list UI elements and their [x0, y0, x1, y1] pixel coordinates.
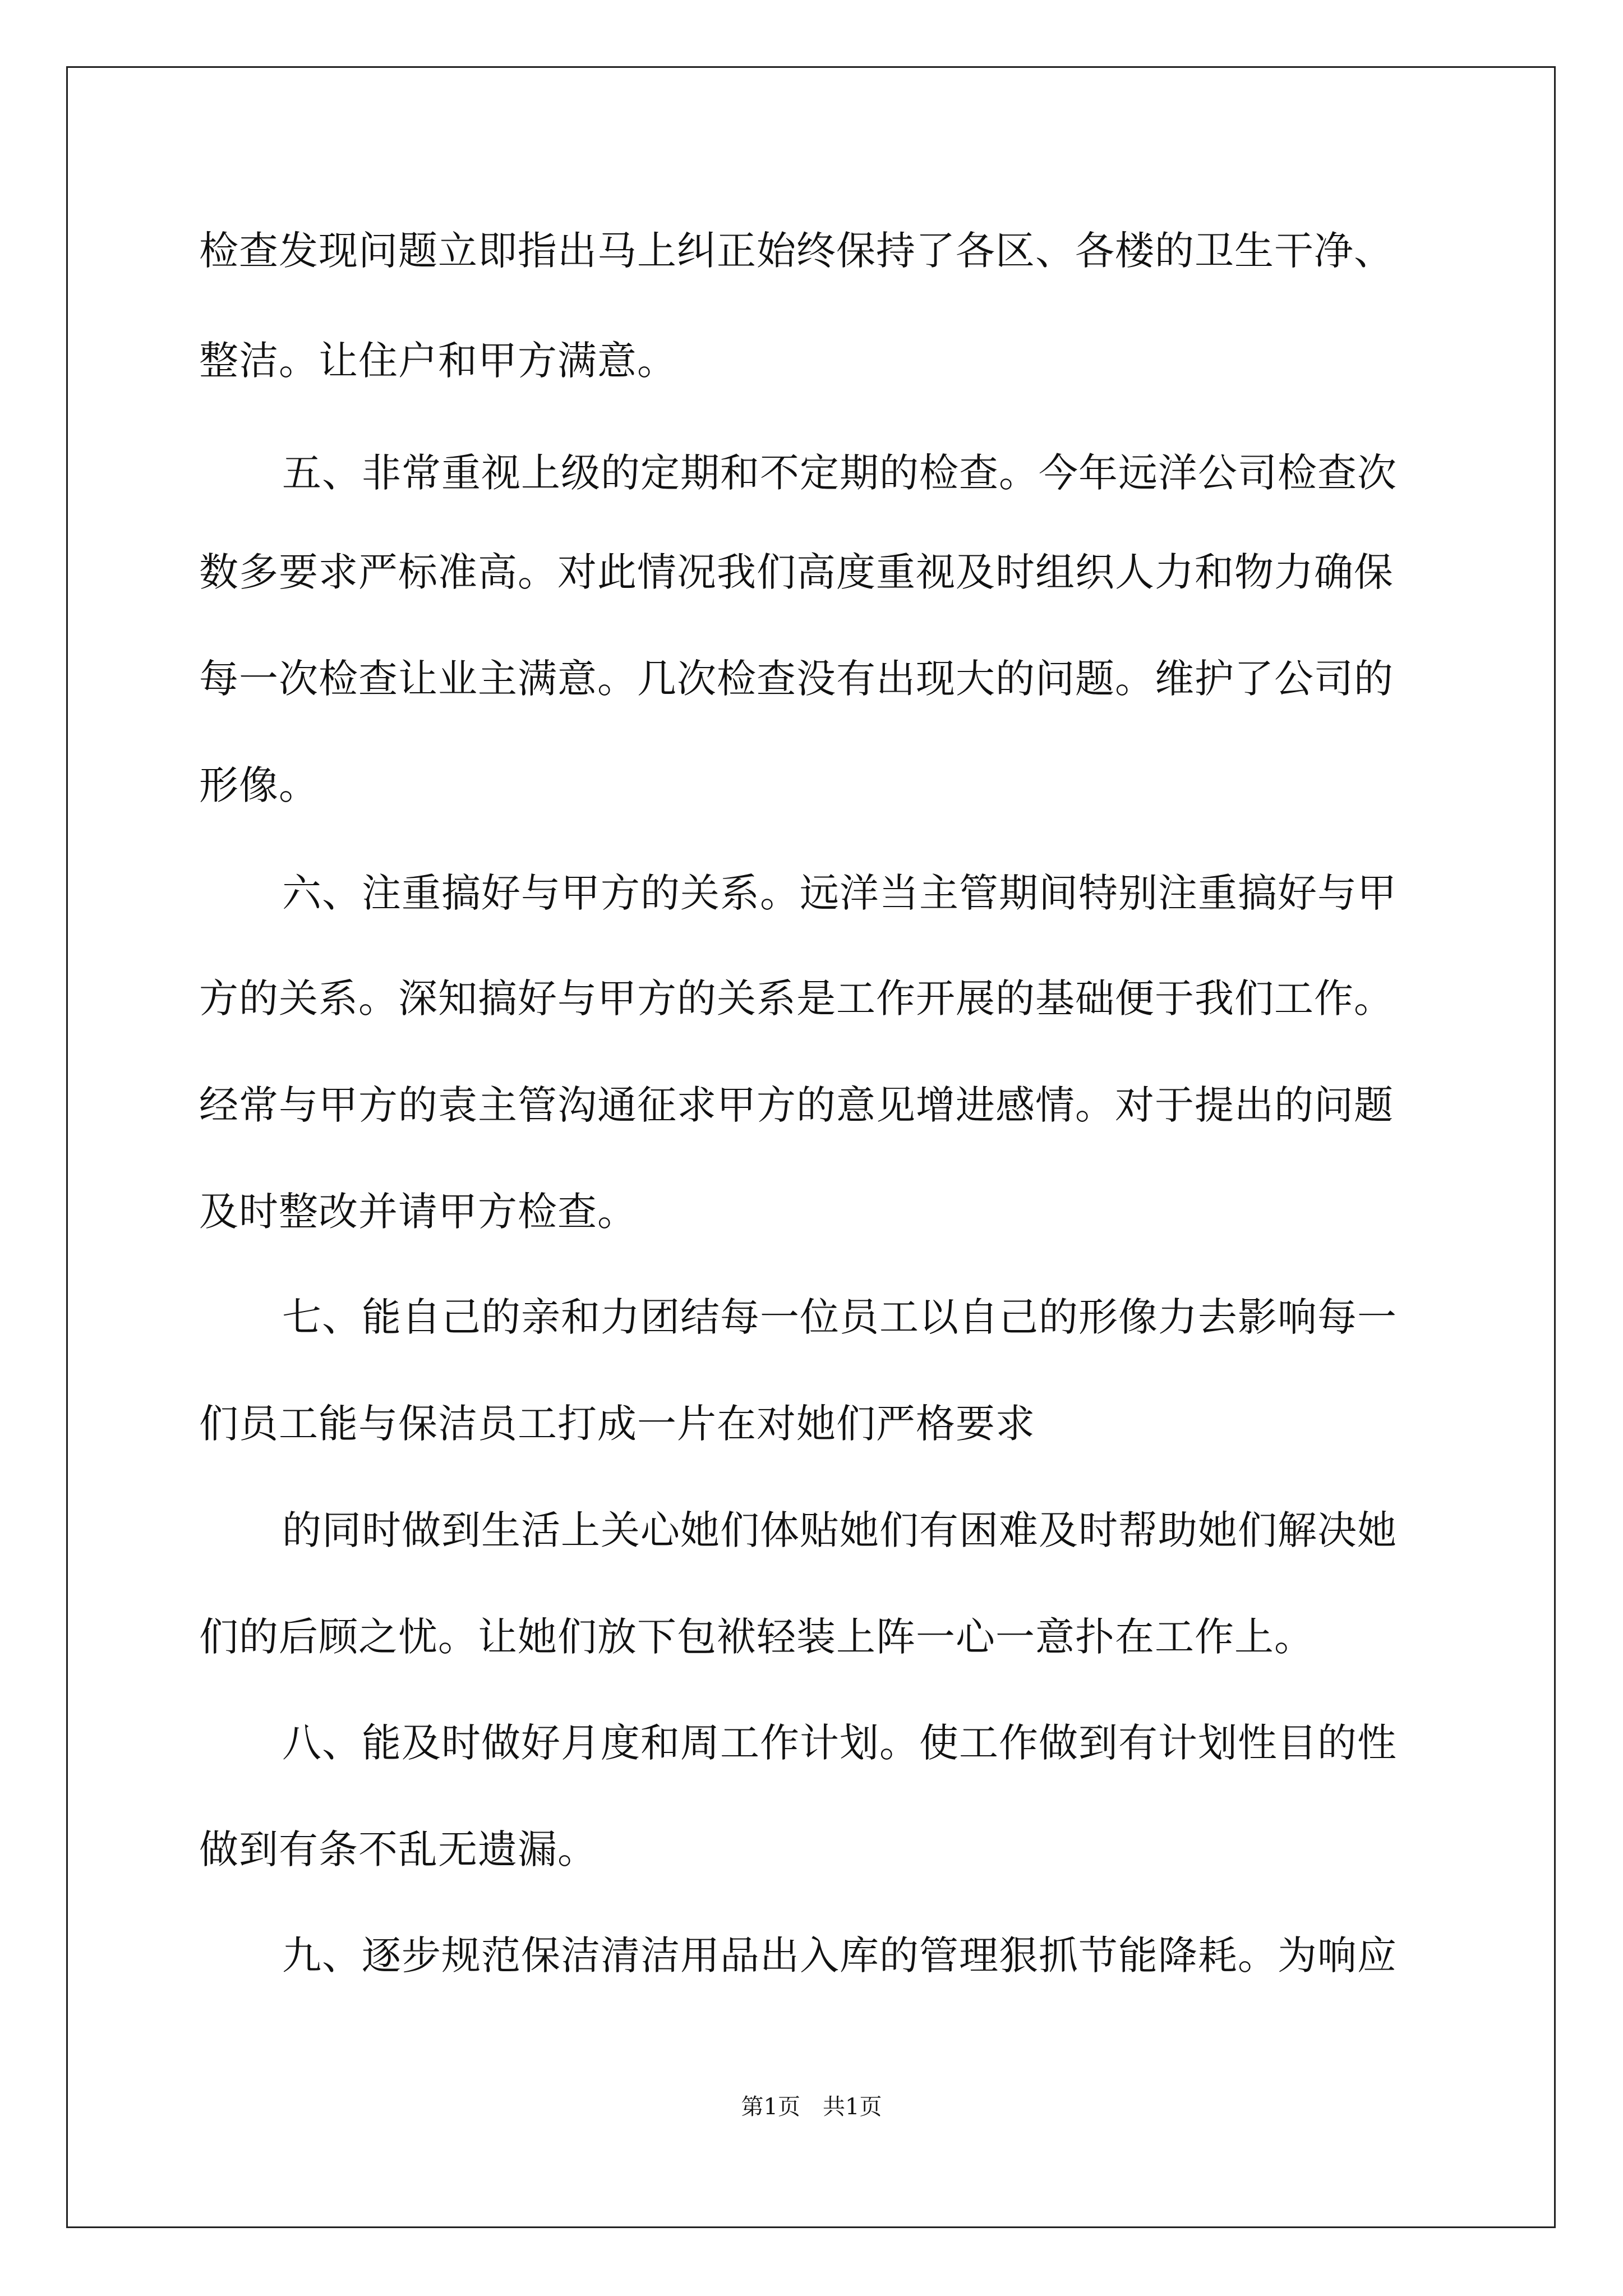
- text-line: 每一次检查让业主满意。几次检查没有出现大的问题。维护了公司的: [199, 656, 1394, 702]
- text-line: 整洁。让住户和甲方满意。: [199, 338, 677, 384]
- text-line: 五、非常重视上级的定期和不定期的检查。今年远洋公司检查次: [282, 450, 1397, 496]
- text-line: 数多要求严标准高。对此情况我们高度重视及时组织人力和物力确保: [199, 549, 1394, 595]
- text-line: 们员工能与保洁员工打成一片在对她们严格要求: [199, 1401, 1035, 1447]
- text-line: 七、能自己的亲和力团结每一位员工以自己的形像力去影响每一: [282, 1294, 1397, 1340]
- text-line: 方的关系。深知搞好与甲方的关系是工作开展的基础便于我们工作。: [199, 976, 1394, 1022]
- text-line: 形像。: [199, 762, 319, 808]
- text-line: 六、注重搞好与甲方的关系。远洋当主管期间特别注重搞好与甲: [282, 870, 1397, 916]
- text-line: 的同时做到生活上关心她们体贴她们有困难及时帮助她们解决她: [282, 1507, 1397, 1553]
- text-line: 九、逐步规范保洁清洁用品出入库的管理狠抓节能降耗。为响应: [282, 1932, 1397, 1978]
- text-line: 检查发现问题立即指出马上纠正始终保持了各区、各楼的卫生干净、: [199, 228, 1394, 274]
- page-number: 第1页 共1页: [741, 2094, 882, 2120]
- page-border: [66, 66, 1556, 2228]
- text-line: 及时整改并请甲方检查。: [199, 1189, 637, 1235]
- text-line: 做到有条不乱无遗漏。: [199, 1826, 597, 1872]
- text-line: 们的后顾之忧。让她们放下包袱轻装上阵一心一意扑在工作上。: [199, 1614, 1314, 1660]
- text-line: 经常与甲方的袁主管沟通征求甲方的意见增进感情。对于提出的问题: [199, 1082, 1394, 1128]
- text-line: 八、能及时做好月度和周工作计划。使工作做到有计划性目的性: [282, 1720, 1397, 1766]
